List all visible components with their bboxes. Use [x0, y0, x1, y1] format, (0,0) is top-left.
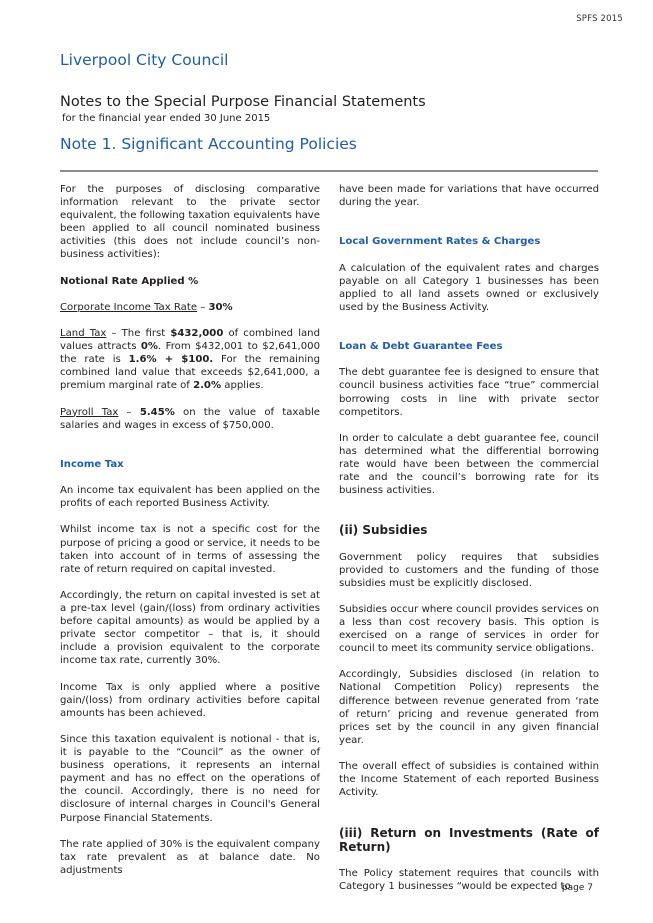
lg-rates-paragraph: A calculation of the equivalent rates and charges payable on all Category 1 businesses has been applied to all land assets owned or exclusively used by the Business Activity.	[339, 262, 599, 313]
land-tax-rate-standard: 1.6% + $100.	[128, 354, 214, 366]
corporate-tax-rate: 30%	[208, 301, 233, 313]
continued-paragraph: have been made for variations that have occurred during the year.	[339, 184, 599, 209]
spacer	[60, 445, 320, 458]
spacer	[339, 510, 599, 523]
right-column	[339, 183, 599, 893]
land-tax-rate-premium: 2.0%	[193, 380, 222, 392]
land-tax-label: Land Tax	[60, 328, 107, 340]
corporate-tax-paragraph	[60, 301, 320, 314]
loan-fees-paragraph: In order to calculate a debt guarantee fee, council has determined what the differential borrowing rate would have been between the commercial rate and the council’s borrowing rate for its business activities.	[339, 432, 599, 497]
payroll-tax-text: –	[118, 406, 140, 418]
document-subtitle: for the financial year ended 30 June 2015	[62, 113, 271, 124]
separator-text: –	[197, 301, 209, 313]
note-title: Note 1. Significant Accounting Policies	[60, 135, 357, 153]
spacer	[339, 222, 599, 235]
subsidies-paragraph: Government policy requires that subsidies provided to customers and the funding of those subsidies must be explicitly disclosed.	[339, 551, 599, 589]
income-tax-paragraph: Income Tax is only applied where a positive gain/(loss) from ordinary activities before capital amounts has been achieved.	[60, 681, 320, 719]
notional-rate-heading: Notional Rate Applied %	[60, 275, 199, 287]
land-tax-text: For the remaining combined land value that exceeds $2,641,000, a premium marginal rate of	[60, 354, 320, 392]
land-tax-paragraph	[60, 327, 320, 392]
income-tax-paragraph: Accordingly, the return on capital invested is set at a pre-tax level (gain/(loss) from ordinary activities before capital amounts) as would be applied by a private sector competitor – that is, it should include a provision equivalent to the corporate income tax rate, currently 30%.	[60, 589, 320, 667]
corporate-tax-label: Corporate Income Tax Rate	[60, 301, 198, 313]
document-title: Notes to the Special Purpose Financial Statements	[60, 94, 426, 110]
loan-fees-paragraph: The debt guarantee fee is designed to ensure that council business activities face “true” commercial borrowing costs in line with private sector competitors.	[339, 367, 599, 418]
section-divider	[60, 170, 598, 172]
land-tax-text: . From $432,001 to $2,641,000 the rate is	[60, 341, 320, 366]
subsidies-paragraph: Accordingly, Subsidies disclosed (in relation to National Competition Policy) represents the difference between revenue generated from ‘rate of return’ pricing and revenue generated from prices set by the council in any given financial year.	[339, 669, 599, 746]
payroll-tax-paragraph	[60, 406, 320, 432]
income-tax-paragraph: The rate applied of 30% is the equivalent company tax rate prevalent as at balance date. No adjustments	[60, 838, 320, 876]
document-code: SPFS 2015	[576, 14, 623, 24]
left-column	[60, 183, 320, 877]
payroll-tax-text: on the value of taxable salaries and wages in excess of $750,000.	[60, 406, 320, 431]
land-tax-rate-zero: 0%	[140, 341, 159, 353]
subsidies-heading: (ii) Subsidies	[339, 523, 428, 538]
land-tax-text: of combined land values attracts	[60, 328, 320, 353]
council-name: Liverpool City Council	[60, 51, 229, 69]
lg-rates-heading: Local Government Rates & Charges	[339, 236, 541, 248]
income-tax-paragraph: An income tax equivalent has been applied on the profits of each reported Business Activity.	[60, 485, 320, 510]
return-on-investments-heading: (iii) Return on Investments (Rate of Return)	[339, 825, 599, 854]
spacer	[339, 327, 599, 340]
income-tax-paragraph: Whilst income tax is not a specific cost for the purpose of pricing a good or service, it needs to be taken into account of in terms of assessing the rate of return required on capital invested.	[60, 524, 320, 575]
subsidies-paragraph: The overall effect of subsidies is contained within the Income Statement of each reported Business Activity.	[339, 761, 599, 799]
income-tax-heading: Income Tax	[60, 458, 124, 470]
spacer	[339, 812, 599, 825]
land-tax-threshold: $432,000	[170, 328, 224, 340]
return-on-investments-paragraph: The Policy statement requires that councils with Category 1 businesses “would be expected to	[339, 867, 599, 892]
payroll-tax-label: Payroll Tax	[60, 406, 119, 418]
page-number: page 7	[561, 883, 593, 893]
intro-paragraph: For the purposes of disclosing comparative information relevant to the private sector equivalent, the following taxation equivalents have been applied to all council nominated business activities (this does not include council’s non-business activities):	[60, 184, 320, 261]
payroll-tax-rate: 5.45%	[139, 406, 175, 418]
subsidies-paragraph: Subsidies occur where council provides services on a less than cost recovery basis. This option is exercised on a range of services in order for council to meet its community service obligations.	[339, 603, 599, 655]
land-tax-text: – The first	[106, 328, 171, 340]
loan-fees-heading: Loan & Debt Guarantee Fees	[339, 341, 503, 353]
income-tax-paragraph: Since this taxation equivalent is notional - that is, it is payable to the “Council” as the owner of business operations, it represents an internal payment and has no effect on the operations of the council. Accordingly, there is no need for disclosure of internal charges in Council's General Purpose Financial Statements.	[60, 733, 320, 824]
land-tax-text: applies.	[221, 380, 264, 392]
